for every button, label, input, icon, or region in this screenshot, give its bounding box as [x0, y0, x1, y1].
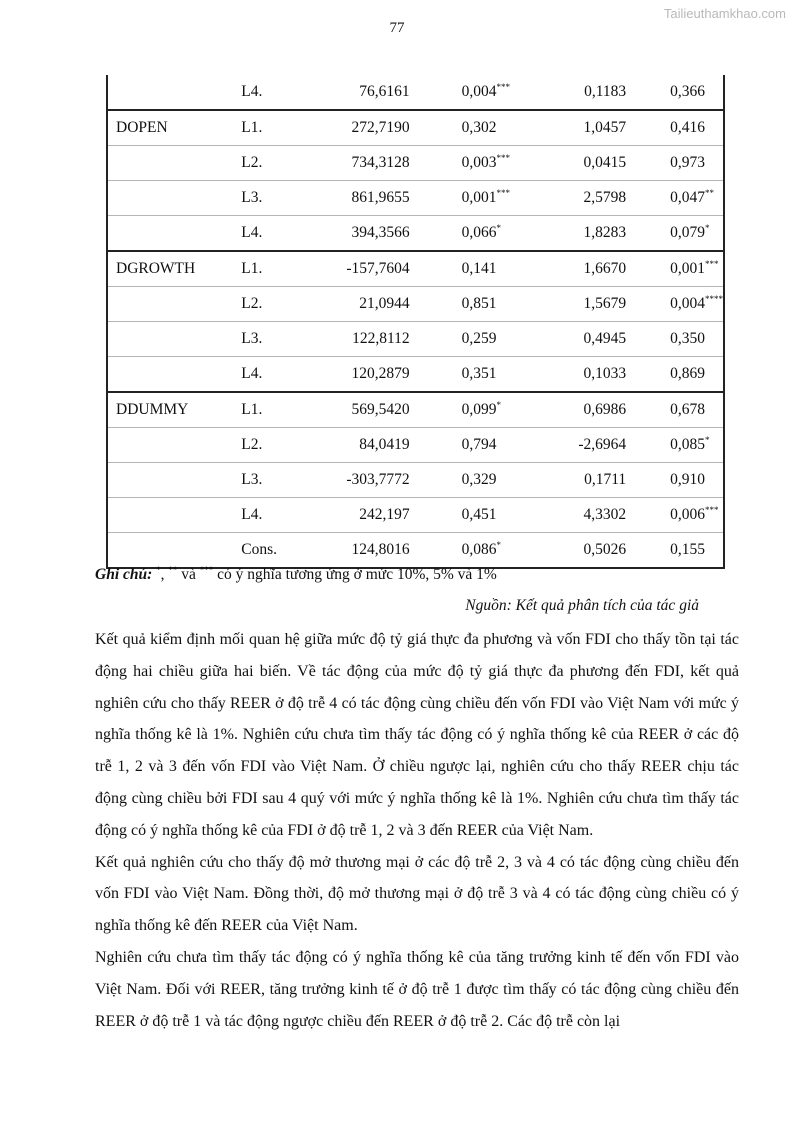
cell-lag — [241, 216, 300, 252]
cell-value-1-text: 76,6161 — [359, 83, 410, 100]
significance-mark: **** — [705, 294, 723, 304]
cell-value-1-text: 272,7190 — [351, 119, 410, 136]
cell-value-3-text: 0,1711 — [584, 471, 627, 488]
table-row — [107, 75, 724, 110]
results-table — [106, 75, 725, 569]
cell-value-1-text: 394,3566 — [351, 224, 410, 241]
cell-value-1 — [300, 392, 409, 428]
cell-lag-text: L2. — [241, 295, 263, 312]
cell-variable — [107, 428, 241, 463]
cell-variable — [107, 110, 241, 146]
cell-value-4 — [626, 216, 724, 252]
cell-value-4 — [626, 322, 724, 357]
note-sup-2: ** — [168, 565, 178, 575]
significance-mark: * — [496, 400, 502, 410]
cell-value-2-text: 0,259 — [461, 330, 497, 347]
cell-lag — [241, 428, 300, 463]
cell-value-1-text: 21,0944 — [359, 295, 410, 312]
cell-value-3 — [555, 216, 626, 252]
cell-value-2-text: 0,003 — [461, 154, 497, 171]
cell-value-1-text: -303,7772 — [346, 471, 410, 488]
cell-value-3-text: 0,4945 — [583, 330, 627, 347]
cell-value-3 — [555, 357, 626, 393]
cell-value-3-text: 0,0415 — [583, 154, 627, 171]
cell-lag-text: L1. — [241, 401, 263, 418]
cell-value-2-text: 0,086 — [461, 541, 497, 558]
cell-variable-text: DDUMMY — [116, 401, 189, 418]
cell-value-3 — [555, 146, 626, 181]
cell-value-4 — [626, 110, 724, 146]
cell-value-4-text: 0,366 — [670, 83, 705, 100]
significance-mark: *** — [705, 505, 719, 515]
cell-value-4 — [626, 75, 724, 110]
cell-lag — [241, 322, 300, 357]
cell-value-1 — [300, 75, 409, 110]
cell-value-1 — [300, 110, 409, 146]
cell-variable-text: DGROWTH — [116, 260, 196, 277]
cell-value-2-text: 0,141 — [461, 260, 497, 277]
cell-value-2-text: 0,302 — [461, 119, 497, 136]
cell-lag — [241, 110, 300, 146]
note-sup-3: *** — [199, 565, 214, 575]
cell-lag-text: L1. — [241, 260, 263, 277]
cell-value-2 — [410, 287, 555, 322]
cell-value-1 — [300, 463, 409, 498]
cell-value-2-text: 0,351 — [461, 365, 497, 382]
cell-value-1-text: 120,2879 — [351, 365, 410, 382]
table-row — [107, 287, 724, 322]
cell-value-2 — [410, 392, 555, 428]
cell-value-3 — [555, 463, 626, 498]
cell-lag-text: L4. — [241, 83, 263, 100]
cell-variable — [107, 322, 241, 357]
cell-value-1 — [300, 216, 409, 252]
cell-value-4-text: 0,973 — [670, 154, 705, 171]
cell-value-2 — [410, 75, 555, 110]
cell-value-2 — [410, 428, 555, 463]
cell-lag-text: L4. — [241, 365, 263, 382]
cell-value-1-text: 861,9655 — [351, 189, 410, 206]
cell-value-4 — [626, 428, 724, 463]
cell-value-2 — [410, 357, 555, 393]
cell-value-1-text: 122,8112 — [352, 330, 410, 347]
significance-mark: *** — [705, 259, 719, 269]
cell-variable-text: DOPEN — [116, 119, 168, 136]
table-row — [107, 463, 724, 498]
cell-variable — [107, 216, 241, 252]
cell-lag-text: Cons. — [241, 541, 278, 558]
cell-lag — [241, 392, 300, 428]
cell-variable — [107, 533, 241, 569]
cell-value-4-text: 0,001 — [670, 260, 705, 277]
cell-value-3-text: 4,3302 — [583, 506, 627, 523]
cell-value-4-text: 0,350 — [670, 330, 705, 347]
cell-value-2 — [410, 110, 555, 146]
cell-value-3 — [555, 392, 626, 428]
cell-variable — [107, 251, 241, 287]
cell-lag-text: L4. — [241, 506, 263, 523]
cell-value-3-text: 1,0457 — [583, 119, 627, 136]
cell-value-2 — [410, 181, 555, 216]
cell-value-2-text: 0,329 — [461, 471, 497, 488]
significance-mark: ** — [705, 188, 714, 198]
cell-value-4 — [626, 287, 724, 322]
significance-mark: * — [705, 435, 710, 445]
cell-value-1 — [300, 146, 409, 181]
cell-value-2-text: 0,001 — [461, 189, 497, 206]
cell-value-1 — [300, 181, 409, 216]
cell-lag-text: L2. — [241, 436, 263, 453]
note-label: Ghi chú: — [95, 566, 153, 583]
cell-variable — [107, 392, 241, 428]
cell-variable — [107, 287, 241, 322]
cell-value-3 — [555, 428, 626, 463]
cell-value-2 — [410, 463, 555, 498]
note-sup-1: * — [156, 565, 161, 575]
cell-variable — [107, 498, 241, 533]
cell-value-2-text: 0,099 — [461, 401, 497, 418]
cell-value-3 — [555, 181, 626, 216]
significance-mark: *** — [496, 153, 511, 163]
cell-lag-text: L3. — [241, 330, 263, 347]
cell-value-3 — [555, 322, 626, 357]
table-source: Nguồn: Kết quả phân tích của tác giả — [465, 597, 699, 614]
paragraph-2: Kết quả nghiên cứu cho thấy độ mở thương mại ở các độ trễ 2, 3 và 4 có tác động cùng chiều đến vốn FDI vào Việt Nam. Đồng thời, độ mở thương mại ở độ trễ 3 và 4 có tác động cùng chiều có ý nghĩa thống kê đến REER của Việt Nam. — [95, 853, 739, 935]
cell-value-2 — [410, 251, 555, 287]
cell-variable — [107, 357, 241, 393]
cell-value-3-text: 0,1033 — [583, 365, 627, 382]
cell-value-3-text: 1,5679 — [583, 295, 627, 312]
cell-value-2-text: 0,004 — [461, 83, 497, 100]
cell-value-1-text: -157,7604 — [346, 260, 410, 277]
table-row — [107, 498, 724, 533]
cell-lag — [241, 146, 300, 181]
cell-value-3-text: -2,6964 — [578, 436, 627, 453]
paragraph-1: Kết quả kiểm định mối quan hệ giữa mức độ tỷ giá thực đa phương và vốn FDI cho thấy tồn tại tác động hai chiều giữa hai biến. Về tác động của mức độ tỷ giá thực đa phương đến FDI, kết quả nghiên cứu cho thấy REER ở độ trễ 4 có tác động cùng chiều đến vốn FDI vào Việt Nam với mức ý nghĩa thống kê là 1%. Nghiên cứu chưa tìm thấy tác động có ý nghĩa thống kê của REER ở các độ trễ 1, 2 và 3 đến vốn FDI vào Việt Nam. Ở chiều ngược lại, nghiên cứu cho thấy REER chịu tác động cùng chiều bởi FDI sau 4 quý với mức ý nghĩa thống kê là 1%. Nghiên cứu chưa tìm thấy tác động có ý nghĩa thống kê của FDI ở độ trễ 1, 2 và 3 đến REER của Việt Nam. — [95, 631, 739, 839]
table-row — [107, 322, 724, 357]
cell-lag — [241, 181, 300, 216]
cell-value-2-text: 0,066 — [461, 224, 497, 241]
cell-lag — [241, 533, 300, 569]
cell-value-1 — [300, 357, 409, 393]
cell-value-4 — [626, 251, 724, 287]
cell-lag — [241, 498, 300, 533]
cell-value-2 — [410, 146, 555, 181]
cell-lag — [241, 75, 300, 110]
cell-value-3 — [555, 287, 626, 322]
cell-lag — [241, 251, 300, 287]
table-row — [107, 251, 724, 287]
cell-lag-text: L3. — [241, 471, 263, 488]
cell-value-2 — [410, 216, 555, 252]
cell-lag-text: L2. — [241, 154, 263, 171]
cell-value-4 — [626, 146, 724, 181]
table-row — [107, 428, 724, 463]
significance-mark: * — [496, 223, 502, 233]
table-row — [107, 110, 724, 146]
cell-value-4 — [626, 392, 724, 428]
cell-value-3-text: 0,6986 — [583, 401, 627, 418]
cell-value-4-text: 0,079 — [670, 224, 705, 241]
cell-value-1-text: 734,3128 — [351, 154, 410, 171]
cell-value-1 — [300, 498, 409, 533]
cell-value-2-text: 0,794 — [461, 436, 497, 453]
cell-lag — [241, 463, 300, 498]
body-text — [95, 624, 739, 1037]
cell-value-2-text: 0,851 — [461, 295, 497, 312]
cell-value-3-text: 1,8283 — [583, 224, 627, 241]
cell-value-4 — [626, 533, 724, 569]
significance-mark: * — [705, 223, 710, 233]
cell-lag-text: L3. — [241, 189, 263, 206]
cell-value-3 — [555, 110, 626, 146]
watermark: Tailieuthamkhao.com — [663, 6, 786, 21]
cell-variable — [107, 463, 241, 498]
significance-mark: * — [496, 540, 502, 550]
cell-lag — [241, 357, 300, 393]
table-row — [107, 181, 724, 216]
cell-value-1 — [300, 251, 409, 287]
cell-value-4-text: 0,004 — [670, 295, 705, 312]
page-number: 77 — [389, 20, 405, 36]
cell-value-3-text: 2,5798 — [583, 189, 627, 206]
cell-value-1 — [300, 533, 409, 569]
cell-value-1 — [300, 287, 409, 322]
table-note — [95, 566, 497, 584]
note-sep-1: , — [160, 566, 169, 583]
note-sep-2: và — [177, 566, 200, 583]
cell-variable — [107, 146, 241, 181]
cell-value-3 — [555, 498, 626, 533]
cell-lag-text: L1. — [241, 119, 263, 136]
cell-value-1-text: 242,197 — [359, 506, 410, 523]
cell-value-4 — [626, 498, 724, 533]
note-text: có ý nghĩa tương ứng ở mức 10%, 5% và 1% — [213, 566, 497, 583]
paragraph-3: Nghiên cứu chưa tìm thấy tác động có ý nghĩa thống kê của tăng trưởng kinh tế đến vốn FDI vào Việt Nam. Đối với REER, tăng trưởng kinh tế ở độ trễ 1 được tìm thấy có tác động cùng chiều đến REER ở độ trễ 1 và tác động ngược chiều đến REER ở độ trễ 2. Các độ trễ còn lại — [95, 948, 739, 1030]
cell-value-4 — [626, 463, 724, 498]
cell-value-2 — [410, 533, 555, 569]
table-row — [107, 216, 724, 252]
cell-lag-text: L4. — [241, 224, 263, 241]
cell-value-4-text: 0,910 — [670, 471, 705, 488]
cell-value-2 — [410, 322, 555, 357]
cell-value-4-text: 0,155 — [670, 541, 705, 558]
cell-value-4-text: 0,416 — [670, 119, 705, 136]
cell-value-3-text: 0,1183 — [584, 83, 627, 100]
cell-value-1 — [300, 428, 409, 463]
cell-value-1-text: 84,0419 — [359, 436, 410, 453]
cell-value-1-text: 124,8016 — [351, 541, 410, 558]
table-row — [107, 357, 724, 393]
cell-lag — [241, 287, 300, 322]
cell-value-1-text: 569,5420 — [351, 401, 410, 418]
cell-value-4-text: 0,869 — [670, 365, 705, 382]
cell-value-4-text: 0,085 — [670, 436, 705, 453]
table-row — [107, 392, 724, 428]
cell-value-4-text: 0,678 — [670, 401, 705, 418]
table-row — [107, 533, 724, 569]
cell-value-2 — [410, 498, 555, 533]
cell-value-2-text: 0,451 — [461, 506, 497, 523]
significance-mark: *** — [496, 82, 511, 92]
cell-value-3 — [555, 251, 626, 287]
cell-value-3-text: 1,6670 — [583, 260, 627, 277]
cell-variable — [107, 75, 241, 110]
cell-value-3-text: 0,5026 — [583, 541, 627, 558]
cell-value-1 — [300, 322, 409, 357]
cell-value-3 — [555, 75, 626, 110]
cell-value-4 — [626, 181, 724, 216]
cell-value-4-text: 0,047 — [670, 189, 705, 206]
table-row — [107, 146, 724, 181]
cell-value-3 — [555, 533, 626, 569]
cell-value-4 — [626, 357, 724, 393]
cell-value-4-text: 0,006 — [670, 506, 705, 523]
cell-variable — [107, 181, 241, 216]
significance-mark: *** — [496, 188, 511, 198]
